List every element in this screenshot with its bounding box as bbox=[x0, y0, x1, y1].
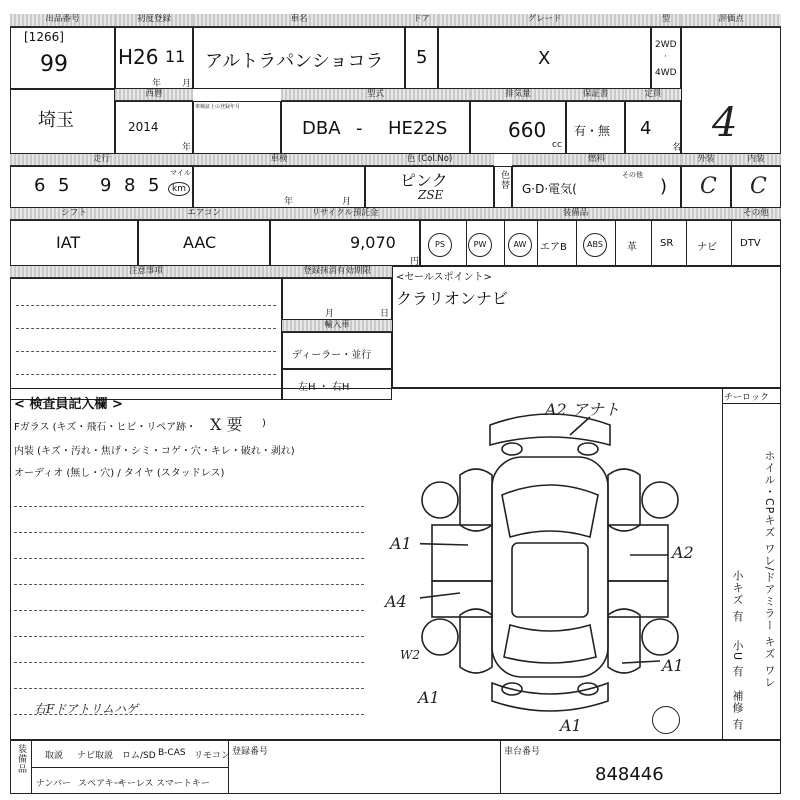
model-dash: - bbox=[356, 118, 363, 139]
cc-unit: cc bbox=[552, 140, 562, 150]
lot-number: 99 bbox=[40, 52, 68, 77]
displacement: 660 bbox=[508, 118, 547, 142]
rear-right-wheel bbox=[642, 619, 678, 655]
caution-header: 注意事項 bbox=[10, 266, 282, 278]
model-header: 型式 bbox=[281, 89, 470, 101]
interior-grade: C bbox=[750, 174, 767, 199]
color-change-label: 色替 bbox=[499, 170, 509, 190]
mileage-digit-4: 8 bbox=[124, 175, 136, 196]
warranty: 有・無 bbox=[574, 124, 611, 138]
mileage-digit-5: 5 bbox=[148, 175, 160, 196]
score-value: 4 bbox=[712, 100, 738, 146]
item-bcas: B-CAS bbox=[158, 748, 186, 758]
item-number: ナンバー bbox=[36, 779, 71, 789]
rear-window bbox=[504, 625, 596, 663]
interior-header: 内装 bbox=[731, 154, 781, 166]
inspection-header: 車検 bbox=[193, 154, 365, 166]
color-header: 色 (Col.No) bbox=[365, 154, 494, 166]
equip-abs-label: ABS bbox=[583, 233, 607, 257]
import-header: 輸入車 bbox=[282, 320, 392, 332]
type-header: 型 bbox=[651, 14, 681, 27]
exterior-header: 外装 bbox=[681, 154, 731, 166]
right-front-fender bbox=[608, 469, 640, 531]
equip-abs bbox=[583, 232, 607, 257]
empty-circle-mark bbox=[652, 706, 680, 734]
inspector-title: < 検査員記入欄 > bbox=[14, 397, 123, 412]
mark-rear-left: A1 bbox=[418, 688, 440, 707]
score-header: 評価点 bbox=[681, 14, 781, 27]
left-rear-door bbox=[432, 581, 492, 617]
unit-mile: マイル bbox=[170, 169, 191, 177]
exterior-grade: C bbox=[700, 174, 717, 199]
drive-4wd: 4WD bbox=[655, 68, 677, 78]
capacity-header: 定員 bbox=[625, 89, 681, 101]
equip-left-label: 装備品 bbox=[16, 744, 26, 774]
side-text-1: ホイル・CPキズ ワレ/ドアミラー キズ ワレ bbox=[763, 450, 776, 689]
lock-header: チーロック bbox=[724, 393, 769, 403]
dealer: ディーラー・並行 bbox=[292, 350, 372, 361]
mileage-digit-3: 9 bbox=[100, 175, 112, 196]
sales-point-area bbox=[392, 266, 781, 388]
first-reg-header: 初度登録 bbox=[115, 14, 193, 27]
yen-unit: 円 bbox=[410, 257, 420, 267]
reg-era-year: H26 bbox=[118, 45, 159, 69]
inspection-year-unit: 年 bbox=[284, 197, 294, 207]
car-name: アルトラパンショコラ bbox=[205, 51, 384, 72]
reg-month: 11 bbox=[165, 47, 186, 66]
inspection-month-unit: 月 bbox=[342, 197, 352, 207]
fuel-other: その他 bbox=[622, 171, 643, 179]
inspection-cell bbox=[193, 166, 365, 208]
mark-front-bumper: A2 アナト bbox=[545, 400, 620, 419]
shift-header: シフト bbox=[10, 208, 138, 220]
mark-left-rear-door: A4 bbox=[385, 592, 407, 611]
recycle-fee: 9,070 bbox=[350, 233, 396, 252]
equip-pw-label: PW bbox=[468, 233, 492, 257]
left-rear-fender bbox=[460, 609, 492, 673]
item-remote: リモコン bbox=[194, 751, 231, 761]
drive-2wd: 2WD bbox=[655, 40, 677, 50]
windshield bbox=[502, 485, 598, 537]
equip-ps bbox=[428, 232, 452, 257]
mark-rear-bumper: A1 bbox=[560, 716, 582, 735]
right-rear-door bbox=[608, 581, 668, 617]
item-keyless: キーレス bbox=[118, 779, 154, 789]
year-unit: 年 bbox=[152, 79, 162, 89]
left-front-fender bbox=[460, 469, 492, 531]
year-ad-header: 西暦 bbox=[115, 89, 193, 101]
mark-right-rear-fender: A1 bbox=[662, 656, 684, 675]
left-front-door bbox=[432, 525, 492, 581]
mileage-header: 走行 bbox=[10, 154, 193, 166]
car-name-header: 車名 bbox=[193, 14, 405, 27]
side-text-3: 小U 有 bbox=[731, 640, 744, 678]
drive-dot: · bbox=[664, 52, 667, 62]
inspector-line1-close: ) bbox=[262, 418, 266, 429]
equip-aw bbox=[508, 232, 532, 257]
sales-point: クラリオンナビ bbox=[396, 289, 508, 308]
headlight-left bbox=[502, 443, 522, 455]
right-front-door bbox=[608, 525, 668, 581]
warranty-header: 保証書 bbox=[566, 89, 625, 101]
inspector-line1: Fガラス (キズ・飛石・ヒビ・リペア跡・ bbox=[14, 422, 197, 433]
reg-day: 日 bbox=[380, 309, 390, 319]
car-diagram bbox=[420, 405, 680, 725]
capacity-unit: 名 bbox=[672, 143, 682, 153]
color: ピンク bbox=[400, 171, 448, 190]
item-smart-key: スマートキー bbox=[156, 779, 210, 789]
handwritten-note: 右Fドアトリムハゲ bbox=[34, 702, 138, 716]
reg-month: 月 bbox=[325, 309, 335, 319]
model-prefix: DBA bbox=[302, 118, 341, 139]
front-left-wheel bbox=[422, 482, 458, 518]
model-code: HE22S bbox=[388, 118, 448, 139]
front-right-wheel bbox=[642, 482, 678, 518]
grade-value: X bbox=[538, 48, 551, 69]
lot-header: 出品番号 bbox=[10, 14, 115, 27]
inspector-line2: 内装 (キズ・汚れ・焦げ・シミ・コゲ・穴・キレ・破れ・剥れ) bbox=[14, 446, 295, 457]
fuel-header: 燃料 bbox=[512, 154, 681, 166]
year-ad: 2014 bbox=[128, 120, 159, 134]
equip-pw bbox=[468, 232, 492, 257]
color-code: ZSE bbox=[418, 188, 444, 202]
side-text-2: 小キズ 有 bbox=[731, 570, 744, 623]
equip-aw-label: AW bbox=[508, 233, 532, 257]
displacement-header: 排気量 bbox=[470, 89, 566, 101]
equip-ps-label: PS bbox=[428, 233, 452, 257]
fuel: G·D·電気( bbox=[522, 182, 577, 196]
doors-header: ドア bbox=[405, 14, 438, 27]
roof bbox=[512, 543, 588, 617]
doors-value: 5 bbox=[416, 47, 428, 68]
inspector-line3: オーディオ (無し・穴) / タイヤ (スタッドレス) bbox=[14, 468, 225, 479]
side-text-4: 補修 有 bbox=[731, 690, 744, 731]
inspector-line1-mark: X 要 bbox=[210, 415, 243, 434]
equip-sr: SR bbox=[660, 238, 674, 249]
capacity: 4 bbox=[640, 118, 652, 139]
year-ad-unit: 年 bbox=[182, 143, 192, 153]
caution-area bbox=[10, 278, 282, 400]
mark-right-front-door: A2 bbox=[672, 543, 694, 562]
recycle-header: リサイクル預託金 bbox=[270, 208, 420, 220]
sub-label: 車検証上の登録年月 bbox=[195, 104, 241, 110]
item-spare-key: スペアキー bbox=[78, 779, 123, 789]
equip-leather: 革 bbox=[627, 242, 637, 253]
sales-point-header: <セールスポイント> bbox=[396, 272, 492, 283]
rear-bumper-shape bbox=[492, 683, 608, 711]
item-navi-manual: ナビ取説 bbox=[77, 751, 114, 761]
other-header: その他 bbox=[731, 208, 781, 220]
rear-left-wheel bbox=[422, 619, 458, 655]
mark-left-rear-fender: W2 bbox=[400, 648, 420, 662]
chassis-no: 848446 bbox=[595, 764, 664, 785]
grade-header: グレード bbox=[438, 14, 651, 27]
lot-code: [1266] bbox=[24, 30, 64, 44]
mileage-digit-2: 5 bbox=[58, 175, 70, 196]
headlight-right bbox=[578, 443, 598, 455]
mileage-digit-1: 6 bbox=[34, 175, 46, 196]
registration-header: 登録抹消有効期限 bbox=[282, 266, 392, 278]
registration-cell bbox=[282, 278, 392, 320]
item-manual: 取説 bbox=[45, 751, 64, 761]
equip-navi: ナビ bbox=[697, 242, 717, 253]
equipment-header: 装備品 bbox=[420, 208, 731, 220]
equip-airbag: エアB bbox=[540, 242, 567, 253]
month-unit: 月 bbox=[182, 79, 192, 89]
equip-dtv: DTV bbox=[740, 238, 761, 249]
unit-km: km bbox=[168, 182, 190, 196]
handle: 左H ・ 右H bbox=[298, 382, 350, 393]
chassis-label: 車台番号 bbox=[504, 747, 541, 757]
region: 埼玉 bbox=[38, 110, 74, 131]
mark-left-front-door: A1 bbox=[390, 534, 412, 553]
fuel-close: ) bbox=[660, 176, 668, 197]
aircon: AAC bbox=[183, 233, 217, 252]
recycle-cell bbox=[270, 220, 420, 266]
reg-no-label: 登録番号 bbox=[232, 747, 269, 757]
aircon-header: エアコン bbox=[138, 208, 270, 220]
item-rom-sd: ロム/SD bbox=[122, 751, 156, 761]
body-outline bbox=[492, 457, 608, 677]
shift: IAT bbox=[56, 233, 81, 252]
